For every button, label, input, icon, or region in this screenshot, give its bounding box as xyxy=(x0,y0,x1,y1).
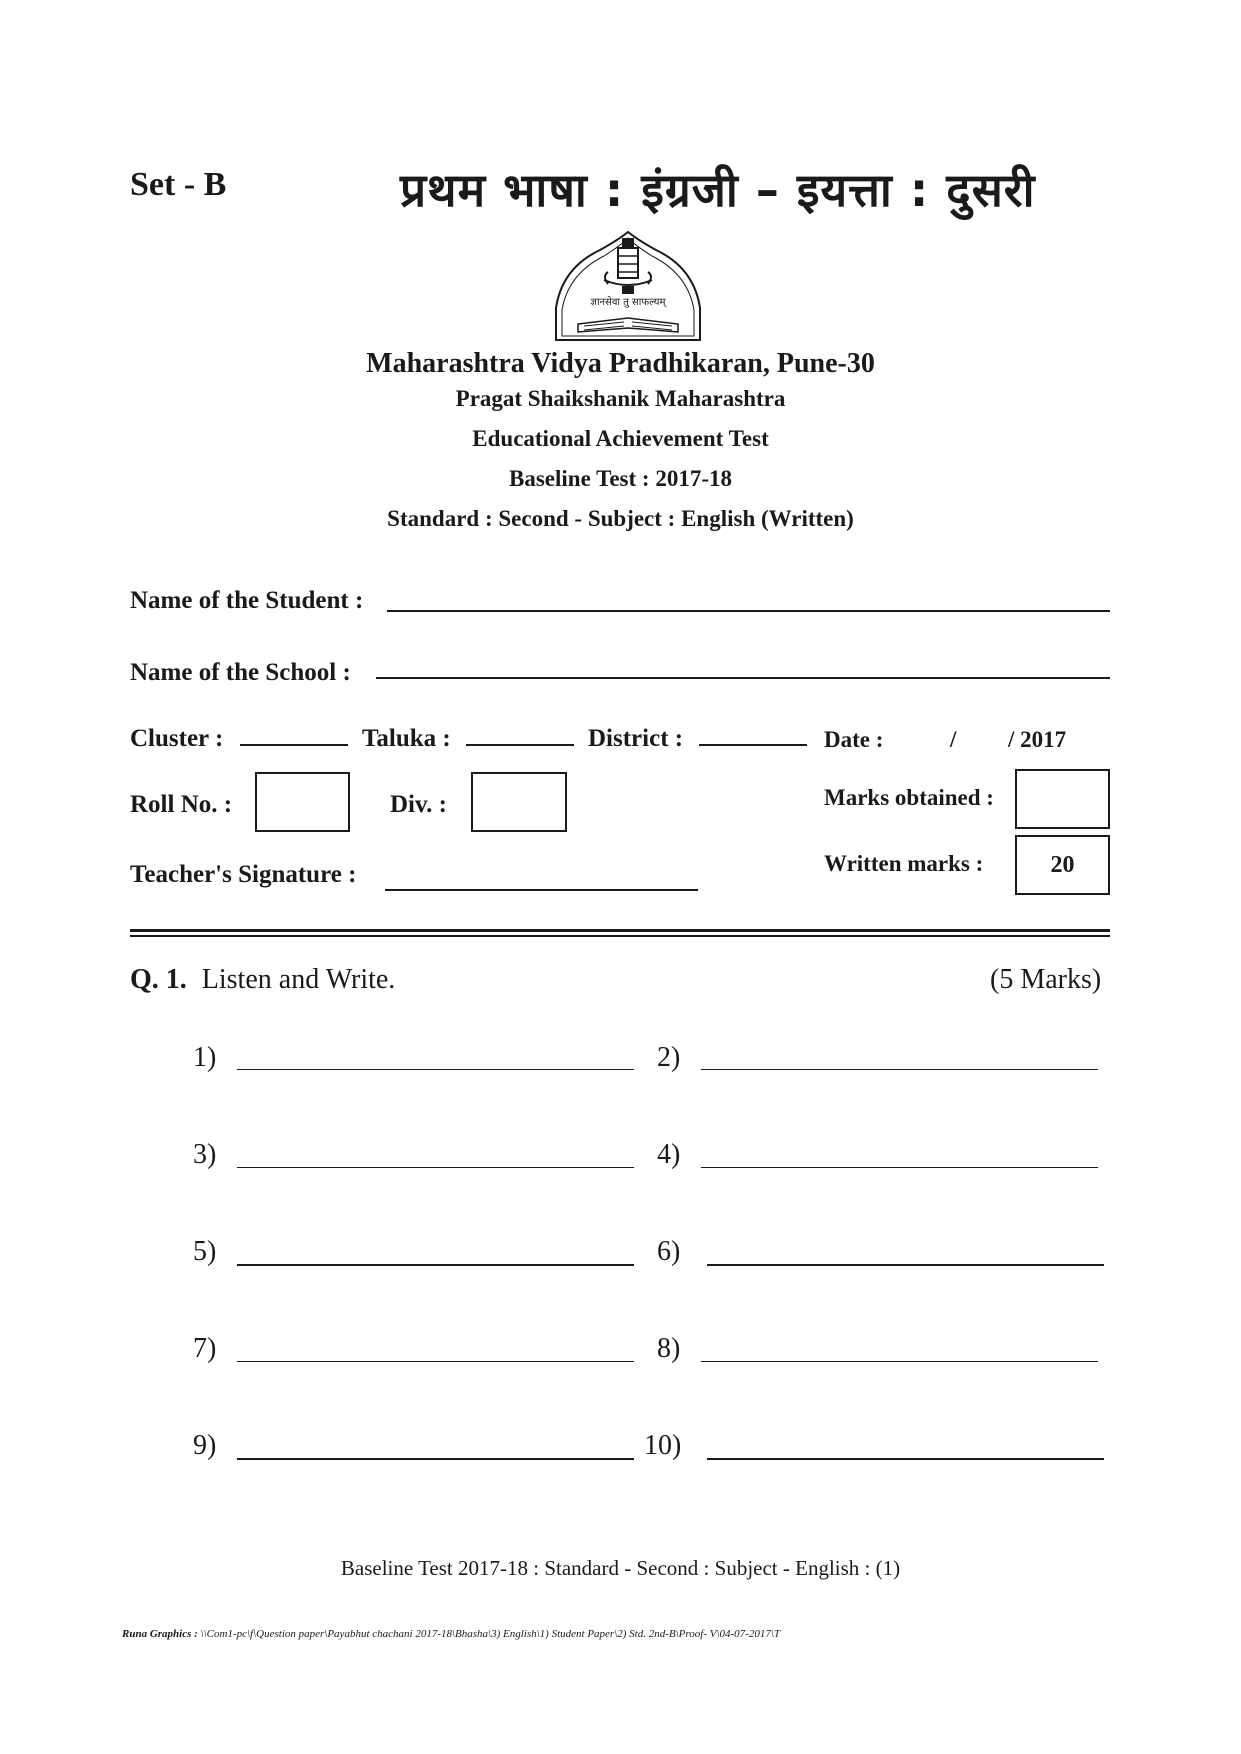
answer-line-8[interactable] xyxy=(701,1361,1098,1362)
student-name-label: Name of the Student : xyxy=(130,587,364,614)
answer-number-7: 7) xyxy=(193,1333,217,1364)
marks-obtained-box[interactable] xyxy=(1015,769,1110,829)
div-box[interactable] xyxy=(471,772,567,832)
answer-number-4: 4) xyxy=(657,1139,681,1170)
answer-number-2: 2) xyxy=(657,1042,681,1073)
answer-number-1: 1) xyxy=(193,1042,217,1073)
answer-number-8: 8) xyxy=(657,1333,681,1364)
answer-line-6[interactable] xyxy=(707,1264,1104,1266)
district-label: District : xyxy=(588,725,684,752)
district-field[interactable] xyxy=(699,744,807,746)
printer-credit xyxy=(122,1628,780,1640)
section-divider xyxy=(130,929,1110,932)
printer-credit-label: Runa Graphics : xyxy=(122,1628,198,1640)
school-name-field[interactable] xyxy=(376,677,1110,679)
printer-credit-path: \\Com1-pc\f\Question paper\Payabhut chachani 2017-18\Bhasha\3) English\1) Student Paper\2) Std. 2nd-B\Proof- V\04-07-2017\T xyxy=(200,1628,781,1640)
answer-line-9[interactable] xyxy=(237,1458,634,1460)
written-marks-value: 20 xyxy=(1050,851,1075,878)
question-header xyxy=(130,964,395,996)
answer-number-10: 10) xyxy=(644,1430,682,1461)
standard-subject: Standard : Second - Subject : English (Written) xyxy=(387,506,854,531)
date-separator: / xyxy=(950,727,957,752)
set-label: Set - B xyxy=(130,166,227,203)
div-label: Div. : xyxy=(390,791,447,818)
answer-line-10[interactable] xyxy=(707,1458,1104,1460)
roll-no-box[interactable] xyxy=(255,772,350,832)
test-name: Educational Achievement Test xyxy=(472,426,769,451)
institution-name: Maharashtra Vidya Pradhikaran, Pune-30 xyxy=(366,348,875,379)
answer-number-9: 9) xyxy=(193,1430,217,1461)
answer-line-2[interactable] xyxy=(701,1069,1098,1070)
baseline-test: Baseline Test : 2017-18 xyxy=(509,466,732,491)
teacher-signature-field[interactable] xyxy=(385,889,698,891)
written-marks-box xyxy=(1015,835,1110,895)
answer-line-1[interactable] xyxy=(237,1069,634,1070)
answer-line-7[interactable] xyxy=(237,1361,634,1362)
school-name-label: Name of the School : xyxy=(130,659,351,686)
answer-number-6: 6) xyxy=(657,1236,681,1267)
hindi-title: प्रथम भाषा : इंग्रजी – इयत्ता : दुसरी xyxy=(400,163,1036,217)
roll-no-label: Roll No. : xyxy=(130,791,233,818)
marks-obtained-label: Marks obtained : xyxy=(824,785,994,810)
question-marks: (5 Marks) xyxy=(990,964,1102,995)
cluster-field[interactable] xyxy=(240,744,348,746)
program-name: Pragat Shaikshanik Maharashtra xyxy=(455,386,786,411)
answer-number-5: 5) xyxy=(193,1236,217,1267)
teacher-signature-label: Teacher's Signature : xyxy=(130,861,357,888)
written-marks-label: Written marks : xyxy=(824,851,984,876)
taluka-field[interactable] xyxy=(466,744,574,746)
question-text: Listen and Write. xyxy=(201,964,396,995)
taluka-label: Taluka : xyxy=(362,725,451,752)
date-label: Date : xyxy=(824,727,884,752)
cluster-label: Cluster : xyxy=(130,725,224,752)
answer-line-3[interactable] xyxy=(237,1167,634,1168)
section-divider-secondary xyxy=(130,935,1110,937)
question-number: Q. 1. xyxy=(130,964,187,995)
answer-line-4[interactable] xyxy=(701,1167,1098,1168)
institution-logo xyxy=(548,228,708,344)
logo-motto: ज्ञानसेवा तु साफल्यम् xyxy=(590,297,666,308)
student-name-field[interactable] xyxy=(387,610,1110,612)
page-footer: Baseline Test 2017-18 : Standard - Second : Subject - English : (1) xyxy=(340,1556,901,1580)
date-year: / 2017 xyxy=(1008,727,1067,752)
answer-line-5[interactable] xyxy=(237,1264,634,1266)
answer-number-3: 3) xyxy=(193,1139,217,1170)
